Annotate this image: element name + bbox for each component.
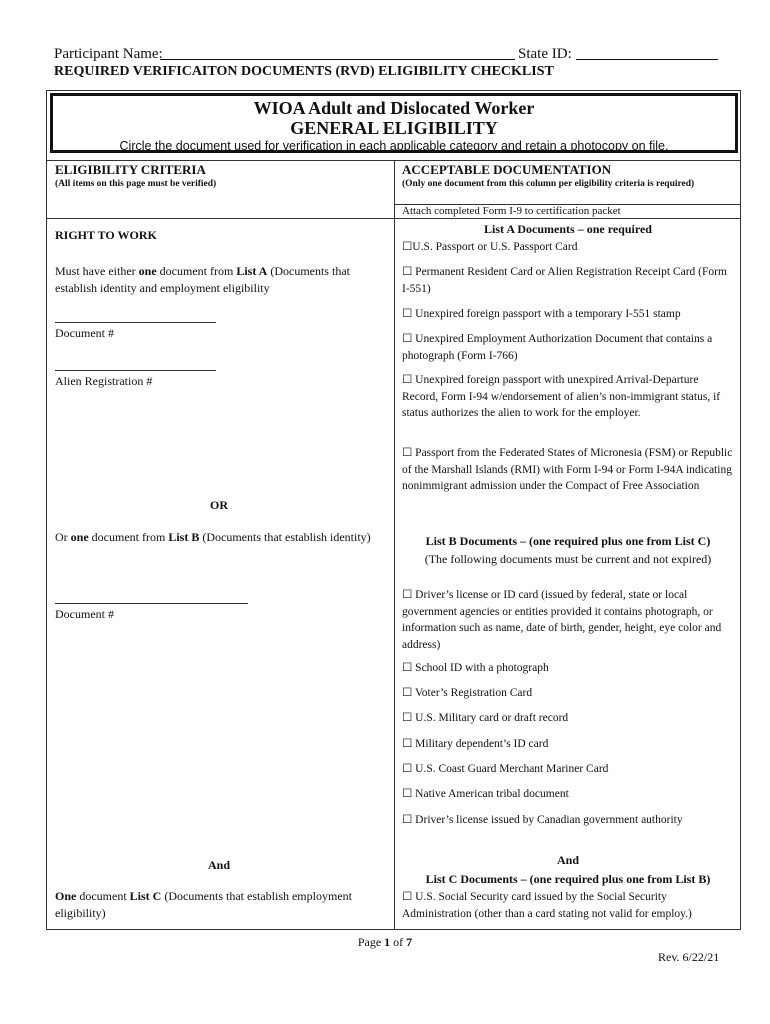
text: (Documents that establish identity and employment eligibility — [55, 264, 350, 295]
text: Page — [357, 935, 385, 949]
document-number-field-2[interactable] — [55, 603, 248, 604]
alien-registration-label: Alien Registration # — [55, 374, 153, 388]
text: List C — [129, 889, 162, 903]
text: document — [76, 889, 130, 903]
participant-name-field[interactable] — [160, 46, 515, 60]
list-b-item[interactable]: ☐ Driver’s license issued by Canadian government authority — [402, 814, 683, 826]
list-c-item[interactable]: ☐ U.S. Social Security card issued by the Social Security Administration (other than a card stating not valid for employ.) — [402, 891, 692, 920]
text: List B — [168, 530, 200, 544]
or-separator: OR — [210, 498, 228, 512]
text: Must have either — [55, 264, 139, 278]
state-id-label: State ID: — [518, 46, 572, 62]
list-b-item[interactable]: ☐ Voter’s Registration Card — [402, 687, 533, 699]
text: 1 — [384, 935, 391, 949]
list-a-item[interactable]: ☐ Unexpired Employment Authorization Document that contains a photograph (Form I-766) — [402, 333, 713, 362]
text: Or — [55, 530, 71, 544]
text: 7 — [406, 935, 413, 949]
and-separator-right: And — [556, 853, 579, 867]
list-b-item[interactable]: ☐ U.S. Military card or draft record — [402, 712, 569, 724]
right-to-work-title: RIGHT TO WORK — [55, 228, 157, 242]
form-title: WIOA Adult and Dislocated Worker — [253, 98, 535, 118]
text: one — [138, 264, 157, 278]
form-subtitle: GENERAL ELIGIBILITY — [290, 118, 498, 138]
list-b-item[interactable]: ☐ School ID with a photograph — [402, 662, 549, 674]
list-a-heading: List A Documents – one required — [484, 222, 652, 236]
list-a-item[interactable]: ☐ Permanent Resident Card or Alien Registration Receipt Card (Form I-551) — [402, 266, 727, 295]
alien-registration-field[interactable] — [55, 370, 216, 371]
state-id-field[interactable] — [576, 46, 718, 60]
document-number-field[interactable] — [55, 322, 216, 323]
text: document from — [156, 264, 237, 278]
list-b-heading: List B Documents – (one required plus one from List C) — [425, 534, 711, 548]
list-b-requirement — [55, 529, 375, 546]
participant-line — [54, 46, 572, 63]
attach-note: Attach completed Form I-9 to certification packet — [402, 205, 621, 217]
list-a-item[interactable]: ☐ Unexpired foreign passport with a temporary I-551 stamp — [402, 308, 681, 320]
text: One — [55, 889, 77, 903]
documentation-column-header: ACCEPTABLE DOCUMENTATION — [402, 162, 612, 177]
document-number-label: Document # — [55, 326, 114, 340]
participant-label: Participant Name: — [54, 46, 163, 62]
list-b-note: (The following documents must be current and not expired) — [424, 552, 712, 566]
text: (Documents that establish identity) — [199, 530, 371, 544]
document-number-label-2: Document # — [55, 607, 114, 621]
instruction-text: Circle the document used for verification in each applicable category and retain a photocopy on file. — [119, 139, 669, 153]
list-a-item[interactable]: ☐ Passport from the Federated States of Micronesia (FSM) or Republic of the Marshall Islands (RMI) with Form I-94 or Form I-94A indicating nonimmigrant admission under the Compact of Free Association — [402, 447, 733, 492]
list-b-item[interactable]: ☐ U.S. Coast Guard Merchant Mariner Card — [402, 763, 609, 775]
documentation-column-subheader: (Only one document from this column per eligibility criteria is required) — [402, 179, 695, 189]
page-number — [0, 935, 770, 950]
list-b-item[interactable]: ☐ Native American tribal document — [402, 788, 569, 800]
list-c-requirement — [55, 888, 385, 921]
list-b-item[interactable]: ☐ Driver’s license or ID card (issued by federal, state or local government agencies or entities provided it contains photograph, or information such as name, date of birth, gender, height, eye color and address) — [402, 589, 722, 651]
text: document from — [88, 530, 169, 544]
revision-date: Rev. 6/22/21 — [658, 950, 720, 964]
criteria-column-subheader: (All items on this page must be verified) — [55, 179, 217, 189]
criteria-column-header: ELIGIBILITY CRITERIA — [55, 162, 206, 177]
checklist-title: REQUIRED VERIFICAITON DOCUMENTS (RVD) ELIGIBILITY CHECKLIST — [54, 64, 554, 79]
list-c-heading: List C Documents – (one required plus one from List B) — [425, 872, 711, 886]
and-separator-left: And — [208, 858, 231, 872]
text: of — [390, 935, 407, 949]
list-b-item[interactable]: ☐ Military dependent’s ID card — [402, 738, 549, 750]
text: (Documents that establish employment eligibility) — [55, 889, 352, 920]
list-a-requirement — [55, 263, 385, 296]
list-a-item[interactable]: ☐U.S. Passport or U.S. Passport Card — [402, 241, 578, 253]
text: List A — [236, 264, 268, 278]
text: one — [70, 530, 89, 544]
list-a-item[interactable]: ☐ Unexpired foreign passport with unexpired Arrival-Departure Record, Form I-94 w/endorsement of alien’s non-immigrant status, if status authorizes the alien to work for the employer. — [402, 374, 721, 419]
